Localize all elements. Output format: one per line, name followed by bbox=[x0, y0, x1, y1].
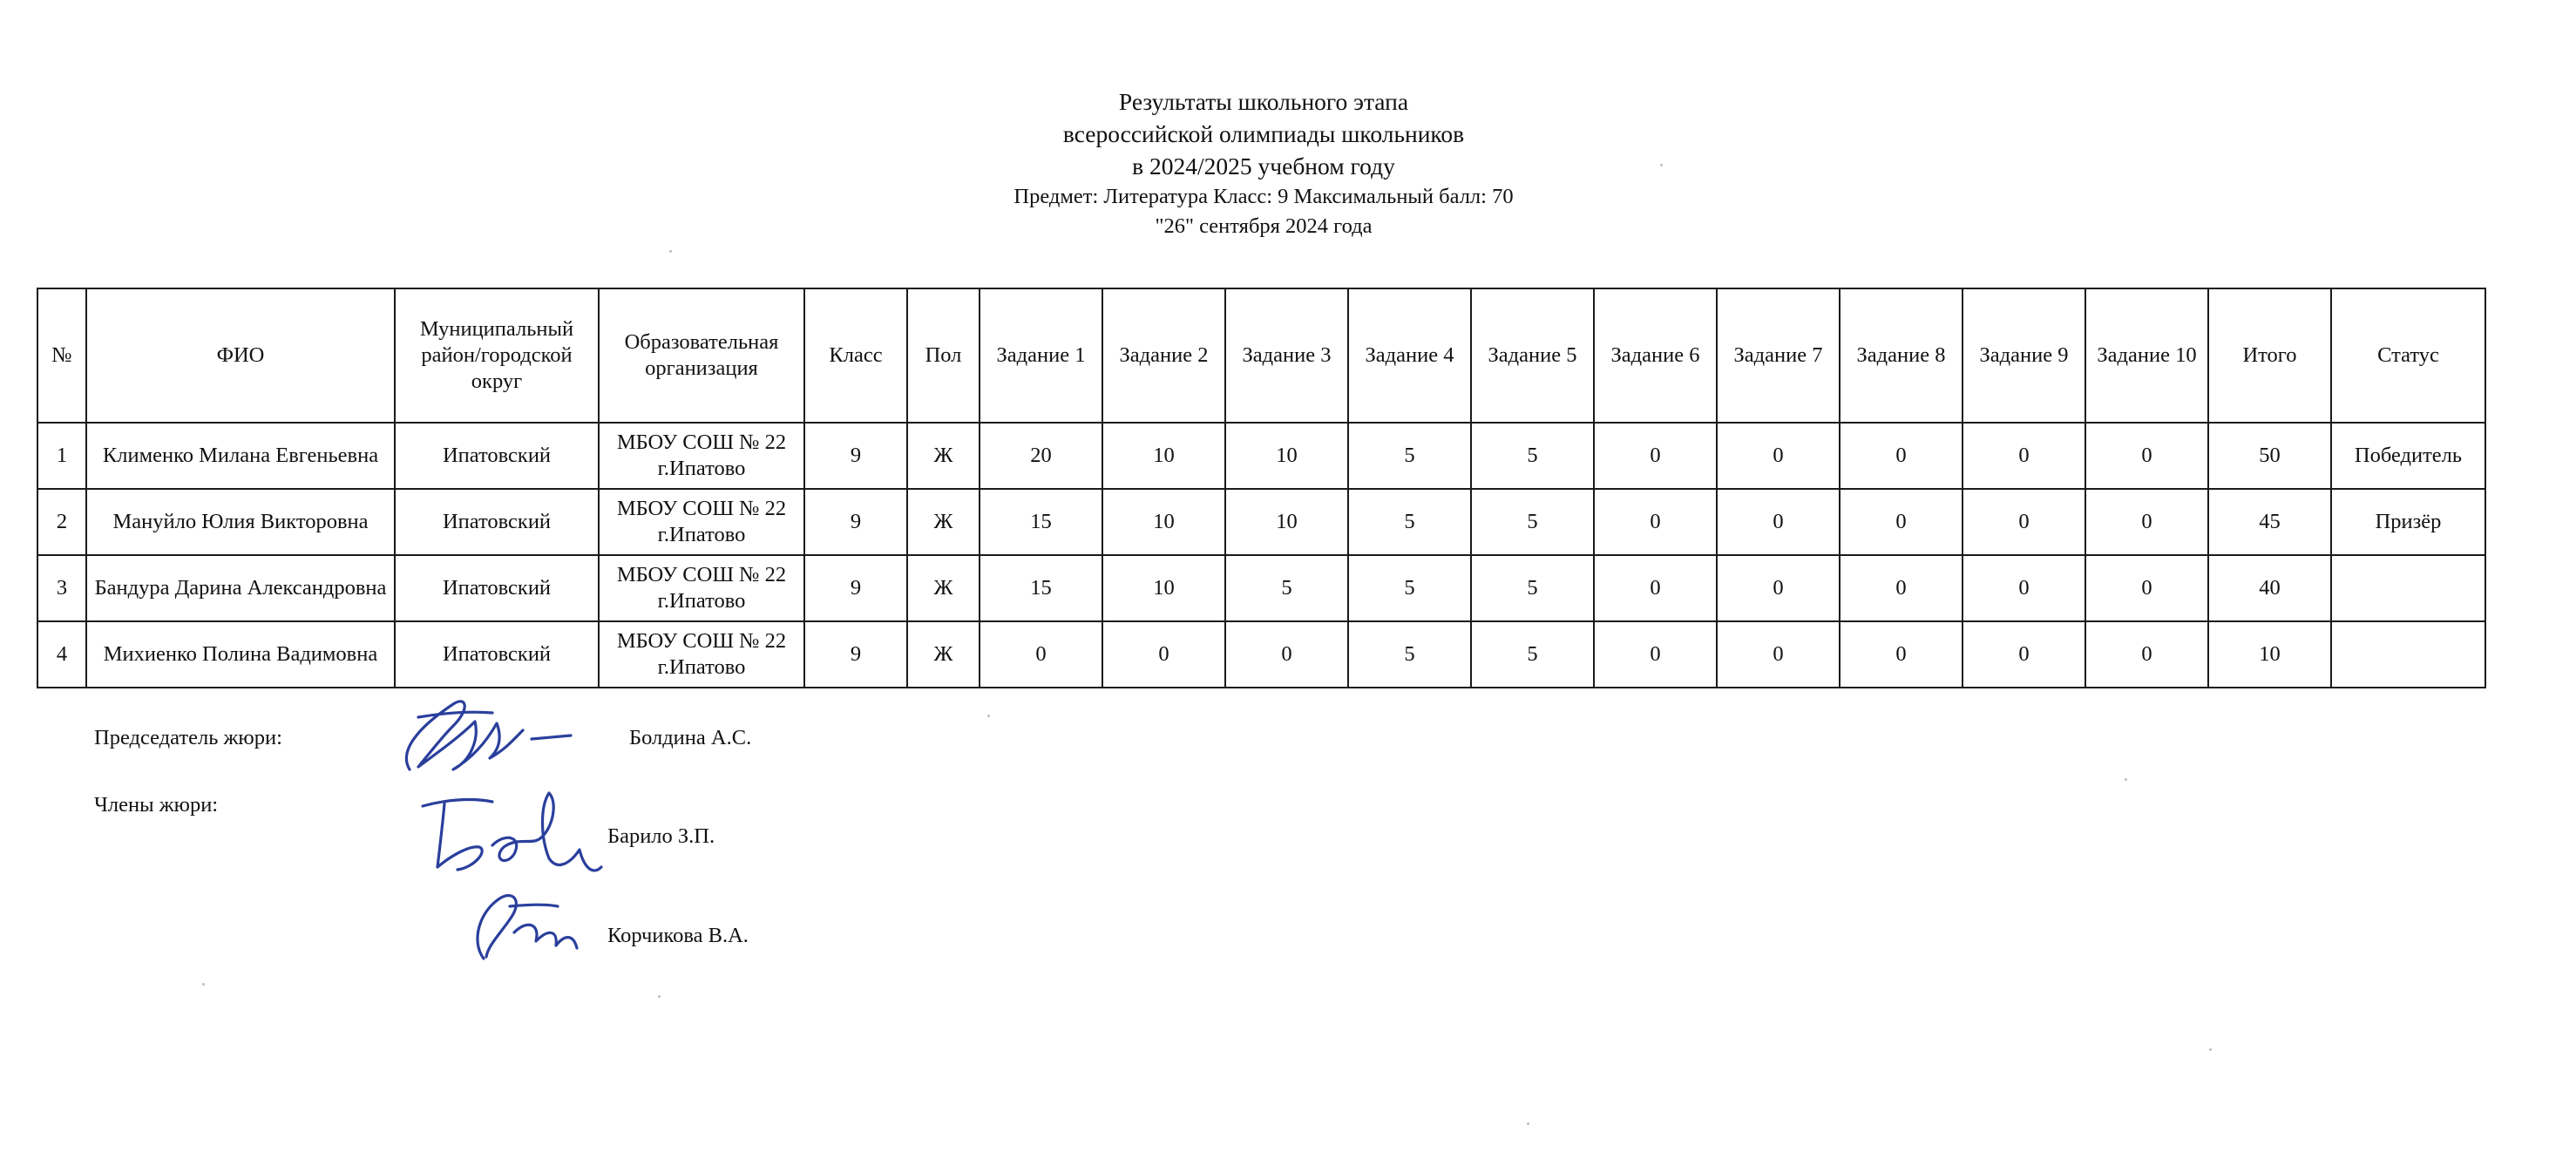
member-2-signature-icon bbox=[462, 880, 593, 967]
cell-task-9: 0 bbox=[1963, 555, 2085, 621]
cell-status bbox=[2331, 621, 2485, 688]
col-header-organization: Образовательная организация bbox=[599, 288, 804, 423]
col-header-task-9: Задание 9 bbox=[1963, 288, 2085, 423]
cell-task-6: 0 bbox=[1594, 489, 1717, 555]
cell-task-6: 0 bbox=[1594, 423, 1717, 489]
cell-task-2: 10 bbox=[1102, 423, 1225, 489]
cell-gender: Ж bbox=[907, 489, 980, 555]
scan-speck bbox=[2209, 1048, 2212, 1051]
cell-organization: МБОУ СОШ № 22 г.Ипатово bbox=[599, 489, 804, 555]
cell-task-5: 5 bbox=[1471, 489, 1594, 555]
table-row bbox=[37, 423, 2485, 489]
cell-task-7: 0 bbox=[1717, 423, 1840, 489]
cell-task-4: 5 bbox=[1348, 423, 1471, 489]
results-table-header bbox=[37, 288, 2485, 423]
scan-speck bbox=[1660, 164, 1663, 166]
cell-task-8: 0 bbox=[1840, 423, 1963, 489]
jury-chair-label: Председатель жюри: bbox=[94, 726, 282, 749]
cell-task-9: 0 bbox=[1963, 423, 2085, 489]
cell-organization: МБОУ СОШ № 22 г.Ипатово bbox=[599, 621, 804, 688]
cell-district: Ипатовский bbox=[395, 555, 599, 621]
date-line: "26" сентября 2024 года bbox=[1155, 214, 1373, 238]
col-header-gender: Пол bbox=[907, 288, 980, 423]
cell-organization: МБОУ СОШ № 22 г.Ипатово bbox=[599, 555, 804, 621]
document-header bbox=[0, 85, 2527, 241]
scan-speck bbox=[987, 715, 990, 717]
scan-speck bbox=[202, 983, 205, 986]
scan-speck bbox=[1527, 1122, 1529, 1125]
cell-task-7: 0 bbox=[1717, 621, 1840, 688]
subject-line: Предмет: Литература Класс: 9 Максимальный балл: 70 bbox=[1013, 185, 1514, 208]
cell-number: 2 bbox=[37, 489, 86, 555]
cell-total: 40 bbox=[2208, 555, 2331, 621]
cell-district: Ипатовский bbox=[395, 423, 599, 489]
col-header-task-1: Задание 1 bbox=[980, 288, 1102, 423]
chair-signature-icon bbox=[392, 687, 593, 783]
cell-task-2: 0 bbox=[1102, 621, 1225, 688]
col-header-district: Муниципальный район/городской округ bbox=[395, 288, 599, 423]
cell-total: 45 bbox=[2208, 489, 2331, 555]
cell-task-9: 0 bbox=[1963, 621, 2085, 688]
cell-organization: МБОУ СОШ № 22 г.Ипатово bbox=[599, 423, 804, 489]
title-line-1: Результаты школьного этапа bbox=[1118, 88, 1409, 115]
cell-task-5: 5 bbox=[1471, 621, 1594, 688]
results-table bbox=[37, 288, 2486, 688]
cell-task-4: 5 bbox=[1348, 489, 1471, 555]
cell-fio: Клименко Милана Евгеньевна bbox=[86, 423, 395, 489]
cell-task-5: 5 bbox=[1471, 423, 1594, 489]
cell-fio: Мануйло Юлия Викторовна bbox=[86, 489, 395, 555]
jury-member-2-name: Корчикова В.А. bbox=[607, 924, 749, 947]
cell-task-4: 5 bbox=[1348, 621, 1471, 688]
cell-gender: Ж bbox=[907, 621, 980, 688]
cell-task-5: 5 bbox=[1471, 555, 1594, 621]
cell-fio: Михиенко Полина Вадимовна bbox=[86, 621, 395, 688]
cell-task-6: 0 bbox=[1594, 555, 1717, 621]
col-header-task-3: Задание 3 bbox=[1225, 288, 1348, 423]
results-table-body bbox=[37, 423, 2485, 688]
col-header-grade: Класс bbox=[804, 288, 907, 423]
cell-task-8: 0 bbox=[1840, 555, 1963, 621]
col-header-task-6: Задание 6 bbox=[1594, 288, 1717, 423]
col-header-task-2: Задание 2 bbox=[1102, 288, 1225, 423]
cell-task-10: 0 bbox=[2085, 489, 2208, 555]
cell-task-7: 0 bbox=[1717, 555, 1840, 621]
col-header-status: Статус bbox=[2331, 288, 2485, 423]
cell-task-2: 10 bbox=[1102, 489, 1225, 555]
cell-task-2: 10 bbox=[1102, 555, 1225, 621]
title-line-3: в 2024/2025 учебном году bbox=[1132, 153, 1395, 180]
cell-total: 10 bbox=[2208, 621, 2331, 688]
cell-task-1: 15 bbox=[980, 555, 1102, 621]
cell-district: Ипатовский bbox=[395, 621, 599, 688]
cell-task-1: 20 bbox=[980, 423, 1102, 489]
cell-gender: Ж bbox=[907, 423, 980, 489]
cell-task-3: 10 bbox=[1225, 489, 1348, 555]
jury-members-label: Члены жюри: bbox=[94, 793, 219, 817]
cell-grade: 9 bbox=[804, 423, 907, 489]
scan-speck bbox=[2125, 778, 2127, 781]
cell-number: 4 bbox=[37, 621, 86, 688]
cell-task-10: 0 bbox=[2085, 555, 2208, 621]
cell-status: Призёр bbox=[2331, 489, 2485, 555]
jury-chair-name: Болдина А.С. bbox=[629, 726, 752, 749]
cell-task-3: 5 bbox=[1225, 555, 1348, 621]
cell-grade: 9 bbox=[804, 489, 907, 555]
scan-speck bbox=[658, 995, 661, 998]
cell-task-3: 0 bbox=[1225, 621, 1348, 688]
cell-task-10: 0 bbox=[2085, 621, 2208, 688]
table-row bbox=[37, 489, 2485, 555]
cell-total: 50 bbox=[2208, 423, 2331, 489]
cell-task-4: 5 bbox=[1348, 555, 1471, 621]
col-header-number: № bbox=[37, 288, 86, 423]
cell-task-1: 15 bbox=[980, 489, 1102, 555]
header-row bbox=[37, 288, 2485, 423]
cell-grade: 9 bbox=[804, 555, 907, 621]
cell-task-3: 10 bbox=[1225, 423, 1348, 489]
table-row bbox=[37, 555, 2485, 621]
cell-task-6: 0 bbox=[1594, 621, 1717, 688]
col-header-task-5: Задание 5 bbox=[1471, 288, 1594, 423]
cell-number: 1 bbox=[37, 423, 86, 489]
scan-speck bbox=[669, 250, 672, 253]
cell-task-8: 0 bbox=[1840, 621, 1963, 688]
col-header-task-8: Задание 8 bbox=[1840, 288, 1963, 423]
col-header-task-7: Задание 7 bbox=[1717, 288, 1840, 423]
col-header-task-4: Задание 4 bbox=[1348, 288, 1471, 423]
cell-task-1: 0 bbox=[980, 621, 1102, 688]
col-header-task-10: Задание 10 bbox=[2085, 288, 2208, 423]
cell-gender: Ж bbox=[907, 555, 980, 621]
cell-grade: 9 bbox=[804, 621, 907, 688]
cell-task-10: 0 bbox=[2085, 423, 2208, 489]
cell-status: Победитель bbox=[2331, 423, 2485, 489]
cell-fio: Бандура Дарина Александровна bbox=[86, 555, 395, 621]
member-1-signature-icon bbox=[410, 784, 610, 885]
cell-district: Ипатовский bbox=[395, 489, 599, 555]
cell-task-8: 0 bbox=[1840, 489, 1963, 555]
title-line-2: всероссийской олимпиады школьников bbox=[1062, 120, 1465, 147]
jury-member-1-name: Барило З.П. bbox=[607, 824, 715, 848]
table-row bbox=[37, 621, 2485, 688]
cell-status bbox=[2331, 555, 2485, 621]
col-header-total: Итого bbox=[2208, 288, 2331, 423]
cell-task-9: 0 bbox=[1963, 489, 2085, 555]
col-header-fio: ФИО bbox=[86, 288, 395, 423]
cell-number: 3 bbox=[37, 555, 86, 621]
cell-task-7: 0 bbox=[1717, 489, 1840, 555]
